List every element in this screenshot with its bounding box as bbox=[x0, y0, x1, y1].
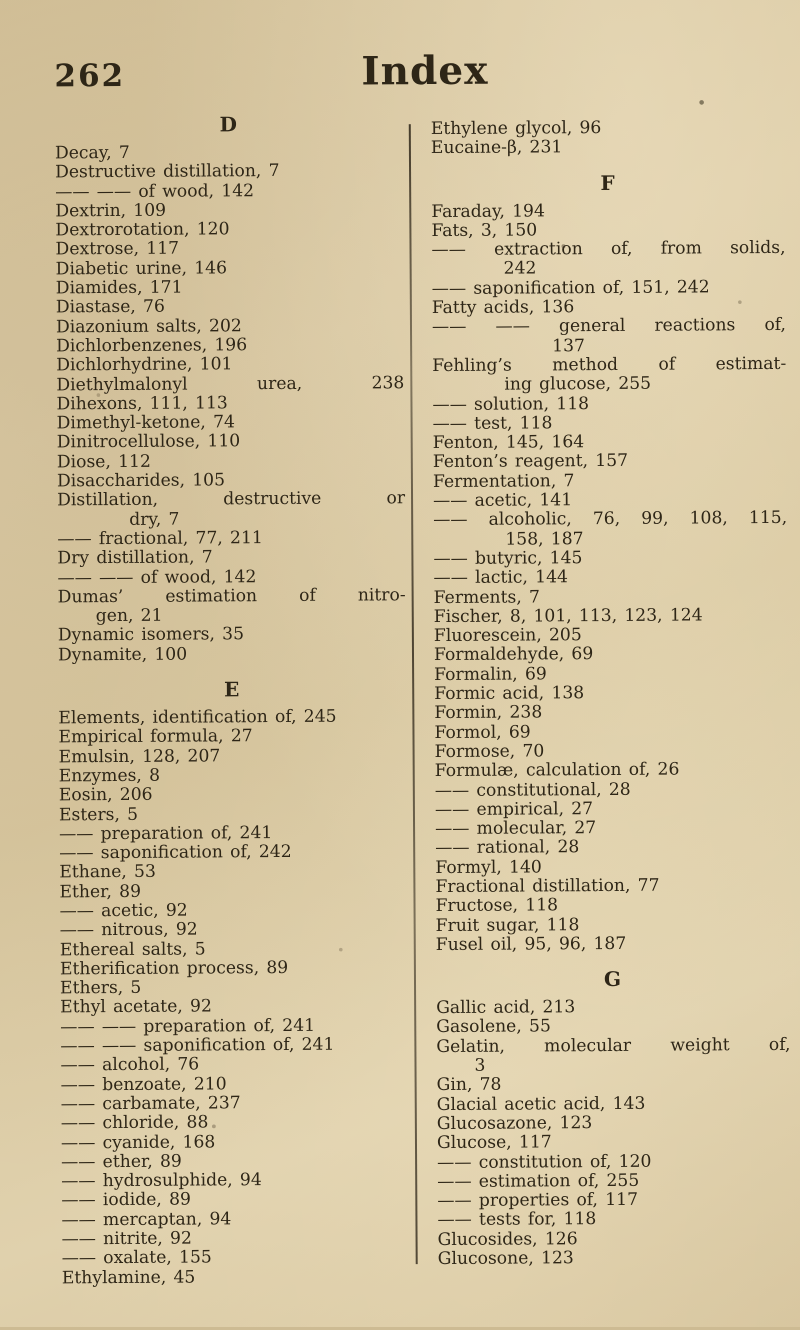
index-entry: Diabetic urine, 146 bbox=[55, 258, 228, 280]
index-entry: Gasolene, 55 bbox=[436, 1016, 551, 1038]
index-entry: Dextrose, 117 bbox=[55, 239, 180, 260]
section-letter-G: G bbox=[603, 967, 623, 992]
index-entry: —— alcohol, 76 bbox=[60, 1054, 200, 1076]
column-divider-rule bbox=[409, 124, 418, 1264]
index-entry: —— constitutional, 28 bbox=[434, 779, 631, 801]
index-entry: Dichlorbenzenes, 196 bbox=[56, 335, 248, 357]
index-entry: 3 bbox=[474, 1055, 486, 1076]
index-entry: Glucose, 117 bbox=[436, 1132, 552, 1154]
index-entry: Ferments, 7 bbox=[433, 586, 540, 608]
index-entry: Dihexons, 111, 113 bbox=[56, 393, 228, 415]
index-entry: Dinitrocellulose, 110 bbox=[56, 431, 241, 453]
index-entry: —— saponification of, 151, 242 bbox=[431, 277, 710, 299]
index-entry: —— acetic, 92 bbox=[59, 900, 188, 922]
index-entry: Dynamic isomers, 35 bbox=[57, 624, 245, 646]
index-entry: Glacial acetic acid, 143 bbox=[436, 1093, 646, 1115]
index-entry: Disaccharides, 105 bbox=[56, 470, 226, 492]
index-entry: —— fractional, 77, 211 bbox=[57, 528, 263, 550]
index-entry: Eucaine-β, 231 bbox=[430, 137, 563, 159]
index-entry: Fenton, 145, 164 bbox=[432, 432, 585, 454]
index-entry: Etherification process, 89 bbox=[59, 957, 289, 980]
index-entry: Formyl, 140 bbox=[435, 857, 542, 878]
index-entry: Formol, 69 bbox=[434, 722, 531, 743]
index-entry: Ethers, 5 bbox=[59, 978, 142, 999]
page-title: Index bbox=[361, 47, 489, 95]
index-entry: Formaldehyde, 69 bbox=[433, 644, 594, 666]
index-entry: Formose, 70 bbox=[434, 741, 545, 762]
index-entry: Faraday, 194 bbox=[431, 200, 545, 222]
index-entry: Gallic acid, 213 bbox=[436, 997, 576, 1019]
index-entry: —— —— of wood, 142 bbox=[55, 180, 255, 202]
index-entry: 158, 187 bbox=[505, 528, 584, 550]
index-entry: Diose, 112 bbox=[56, 451, 151, 473]
index-columns bbox=[54, 106, 791, 1288]
index-entry: Dry distillation, 7 bbox=[57, 547, 213, 569]
index-entry: —— estimation of, 255 bbox=[437, 1170, 640, 1192]
index-entry: —— —— saponification of, 241 bbox=[60, 1034, 335, 1057]
index-entry: dry, 7 bbox=[129, 509, 180, 530]
index-entry: —— hydrosulphide, 94 bbox=[61, 1170, 262, 1192]
index-entry: —— —— preparation of, 241 bbox=[60, 1015, 316, 1038]
index-column-right bbox=[431, 106, 792, 1269]
index-entry: Empirical formula, 27 bbox=[58, 726, 253, 748]
index-entry: Fermentation, 7 bbox=[432, 470, 575, 492]
index-entry: —— molecular, 27 bbox=[435, 818, 597, 840]
index-entry: Glucosone, 123 bbox=[437, 1248, 574, 1270]
index-entry: Gin, 78 bbox=[436, 1075, 502, 1096]
index-entry: —— saponification of, 242 bbox=[59, 842, 292, 864]
index-entry: Esters, 5 bbox=[58, 804, 139, 825]
index-entry: gen, 21 bbox=[95, 605, 163, 627]
index-entry: Elements, identification of, 245 bbox=[58, 706, 337, 729]
index-entry: Fractional distillation, 77 bbox=[435, 875, 660, 898]
index-entry: Emulsin, 128, 207 bbox=[58, 745, 221, 767]
index-entry: —— chloride, 88 bbox=[60, 1112, 209, 1134]
index-entry: Decay, 7 bbox=[54, 142, 130, 164]
index-entry: Distillation, destructive or bbox=[56, 488, 406, 511]
index-entry: Enzymes, 8 bbox=[58, 765, 161, 787]
index-entry: Ethereal salts, 5 bbox=[59, 939, 206, 960]
index-entry: Gelatin, molecular weight of, bbox=[436, 1034, 791, 1057]
index-entry: Formic acid, 138 bbox=[434, 683, 585, 705]
index-entry: —— oxalate, 155 bbox=[61, 1247, 212, 1269]
index-entry: Diastase, 76 bbox=[55, 297, 165, 318]
index-entry: Glucosazone, 123 bbox=[436, 1113, 593, 1134]
index-entry: Fenton’s reagent, 157 bbox=[432, 451, 629, 473]
index-entry: Fehling’s method of estimat- bbox=[432, 353, 787, 377]
index-entry: Diamides, 171 bbox=[55, 277, 183, 299]
index-entry: Dichlorhydrine, 101 bbox=[56, 354, 233, 376]
index-entry: Ethylene glycol, 96 bbox=[430, 118, 602, 140]
index-entry: Fluorescein, 205 bbox=[433, 625, 582, 647]
index-entry: —— test, 118 bbox=[432, 413, 553, 434]
index-entry: —— preparation of, 241 bbox=[59, 822, 273, 845]
index-entry: Dimethyl-ketone, 74 bbox=[56, 412, 235, 434]
index-entry: —— constitution of, 120 bbox=[437, 1151, 652, 1173]
index-column-left bbox=[55, 108, 410, 1288]
index-entry: Destructive distillation, 7 bbox=[54, 161, 280, 183]
section-letter-E: E bbox=[224, 677, 241, 702]
index-entry: —— rational, 28 bbox=[435, 837, 580, 859]
index-entry: —— nitrous, 92 bbox=[59, 919, 198, 941]
index-entry: —— solution, 118 bbox=[432, 393, 590, 415]
index-entry: 137 bbox=[552, 335, 585, 356]
index-entry: Diethylmalonyl urea, 238 bbox=[56, 372, 405, 395]
section-letter-F: F bbox=[600, 170, 616, 195]
index-entry: —— carbamate, 237 bbox=[60, 1093, 241, 1115]
index-entry: Fructose, 118 bbox=[435, 895, 559, 917]
index-entry: —— tests for, 118 bbox=[437, 1209, 597, 1231]
index-entry: Fusel oil, 95, 96, 187 bbox=[435, 933, 627, 955]
page-number: 262 bbox=[54, 57, 126, 95]
index-entry: Ethyl acetate, 92 bbox=[60, 996, 212, 1018]
index-entry: Diazonium salts, 202 bbox=[55, 315, 242, 338]
index-entry: —— —— of wood, 142 bbox=[57, 566, 257, 588]
index-entry: Formin, 238 bbox=[434, 702, 543, 724]
index-entry: Fatty acids, 136 bbox=[431, 297, 575, 319]
index-entry: —— ether, 89 bbox=[61, 1151, 182, 1173]
index-entry: Fats, 3, 150 bbox=[431, 220, 538, 241]
index-entry: —— iodide, 89 bbox=[61, 1189, 191, 1211]
index-entry: —— benzoate, 210 bbox=[60, 1073, 227, 1095]
index-entry: —— lactic, 144 bbox=[433, 567, 569, 589]
index-entry: —— alcoholic, 76, 99, 108, 115, bbox=[433, 508, 788, 531]
index-entry: —— extraction of, from solids, bbox=[431, 238, 786, 261]
index-entry: Eosin, 206 bbox=[58, 784, 153, 806]
index-entry: —— nitrite, 92 bbox=[61, 1228, 192, 1250]
paper-specks bbox=[0, 3, 2, 5]
index-entry: —— acetic, 141 bbox=[432, 490, 573, 512]
index-entry: —— —— general reactions of, bbox=[431, 315, 787, 338]
index-entry: Fischer, 8, 101, 113, 123, 124 bbox=[433, 605, 703, 627]
index-entry: Ethylamine, 45 bbox=[61, 1267, 196, 1288]
index-entry: Glucosides, 126 bbox=[437, 1228, 578, 1250]
index-entry: —— butyric, 145 bbox=[433, 548, 583, 569]
index-entry: 242 bbox=[503, 258, 537, 280]
section-letter-D: D bbox=[219, 112, 239, 137]
index-entry: Ethane, 53 bbox=[59, 862, 156, 883]
index-entry: Ether, 89 bbox=[59, 881, 142, 903]
index-entry: Fruit sugar, 118 bbox=[435, 914, 580, 936]
index-entry: Formalin, 69 bbox=[434, 664, 547, 685]
index-entry: Formulæ, calculation of, 26 bbox=[434, 759, 680, 782]
index-entry: Dumas’ estimation of nitro- bbox=[57, 585, 406, 608]
index-entry: Dextrin, 109 bbox=[55, 200, 167, 222]
index-entry: —— properties of, 117 bbox=[437, 1189, 639, 1212]
index-entry: Dextrorotation, 120 bbox=[55, 219, 230, 241]
index-entry: ing glucose, 255 bbox=[504, 373, 652, 395]
index-entry: —— cyanide, 168 bbox=[60, 1131, 216, 1153]
index-entry: —— mercaptan, 94 bbox=[61, 1209, 232, 1231]
index-entry: Dynamite, 100 bbox=[57, 644, 188, 666]
index-entry: —— empirical, 27 bbox=[434, 798, 594, 820]
